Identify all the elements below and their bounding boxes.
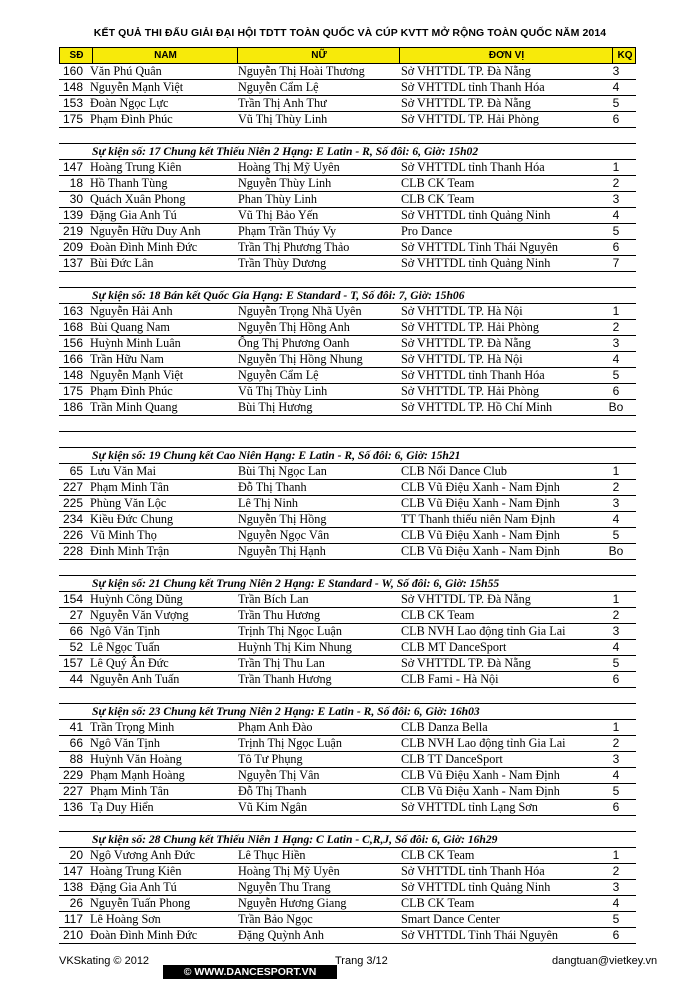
cell-kq: 4 (612, 80, 620, 94)
header-sd: SĐ (69, 50, 84, 61)
cell-sd: 219 (62, 224, 83, 238)
cell-kq: 1 (612, 464, 620, 478)
cell-nam: Nguyễn Mạnh Việt (90, 80, 184, 94)
blank-row (59, 128, 636, 144)
cell-kq: 1 (612, 848, 620, 862)
cell-don-vi: Sở VHTTDL tỉnh Thanh Hóa (401, 864, 545, 878)
cell-kq: 6 (612, 240, 620, 254)
cell-nu: Tô Tư Phụng (238, 752, 303, 766)
table-row (59, 752, 636, 768)
table-row (59, 896, 636, 912)
table-row (59, 592, 636, 608)
table-row (59, 800, 636, 816)
cell-sd: 225 (62, 496, 83, 510)
cell-sd: 52 (69, 640, 83, 654)
table-row (59, 736, 636, 752)
table-row (59, 256, 636, 272)
cell-nu: Vũ Kim Ngân (238, 800, 308, 814)
cell-nam: Văn Phú Quân (90, 64, 162, 78)
table-header (59, 47, 636, 64)
cell-kq: 3 (612, 880, 620, 894)
cell-kq: 2 (612, 480, 620, 494)
cell-don-vi: Sở VHTTDL tỉnh Quảng Ninh (401, 208, 551, 222)
cell-sd: 163 (62, 304, 83, 318)
cell-nam: Nguyễn Văn Vượng (90, 608, 189, 622)
cell-don-vi: CLB NVH Lao động tỉnh Gia Lai (401, 736, 566, 750)
cell-kq: 3 (612, 752, 620, 766)
cell-don-vi: CLB CK Team (401, 896, 475, 910)
cell-sd: 154 (62, 592, 83, 606)
cell-nu: Trần Thị Phương Thảo (238, 240, 350, 254)
cell-don-vi: CLB CK Team (401, 848, 475, 862)
cell-kq: 4 (612, 768, 620, 782)
cell-don-vi: Sở VHTTDL tỉnh Thanh Hóa (401, 368, 545, 382)
cell-kq: 4 (612, 896, 620, 910)
cell-nam: Ngô Văn Tịnh (90, 624, 160, 638)
cell-kq: Bo (608, 544, 624, 558)
event-heading-text: Sự kiện số: 28 Chung kết Thiếu Niên 1 Hạng: C Latin - C,R,J, Số đôi: 6, Giờ: 16h29 (92, 833, 498, 846)
cell-nam: Lê Hoàng Sơn (90, 912, 161, 926)
cell-nam: Phùng Văn Lộc (90, 496, 167, 510)
cell-don-vi: Sở VHTTDL TP. Đà Nẵng (401, 64, 531, 78)
cell-don-vi: CLB Vũ Điệu Xanh - Nam Định (401, 544, 560, 558)
blank-row (59, 432, 636, 448)
cell-don-vi: CLB CK Team (401, 192, 475, 206)
cell-kq: 5 (612, 656, 620, 670)
cell-sd: 210 (62, 928, 83, 942)
cell-nu: Hoàng Thị Mỹ Uyên (238, 864, 340, 878)
cell-kq: 5 (612, 912, 620, 926)
cell-kq: 2 (612, 736, 620, 750)
header-nu: NỮ (311, 50, 327, 61)
cell-don-vi: Sở VHTTDL tỉnh Thanh Hóa (401, 160, 545, 174)
cell-kq: 4 (612, 208, 620, 222)
cell-kq: 2 (612, 320, 620, 334)
cell-sd: 234 (62, 512, 83, 526)
cell-kq: 2 (612, 608, 620, 622)
cell-kq: 4 (612, 640, 620, 654)
cell-nu: Đỗ Thị Thanh (238, 784, 307, 798)
event-heading (59, 288, 636, 304)
table-row (59, 160, 636, 176)
cell-nam: Phạm Mạnh Hoàng (90, 768, 185, 782)
cell-kq: 4 (612, 512, 620, 526)
cell-kq: 1 (612, 160, 620, 174)
cell-don-vi: CLB Vũ Điệu Xanh - Nam Định (401, 768, 560, 782)
cell-nam: Vũ Minh Thọ (90, 528, 157, 542)
cell-nu: Phạm Anh Đào (238, 720, 313, 734)
cell-kq: 3 (612, 64, 620, 78)
table-row (59, 720, 636, 736)
table-row (59, 784, 636, 800)
cell-nu: Huỳnh Thị Kim Nhung (238, 640, 352, 654)
cell-nam: Nguyễn Hải Anh (90, 304, 173, 318)
cell-nam: Lê Ngọc Tuấn (90, 640, 160, 654)
cell-nam: Đinh Minh Trận (90, 544, 170, 558)
event-heading-text: Sự kiện số: 23 Chung kết Trung Niên 2 Hạng: E Latin - R, Số đôi: 6, Giờ: 16h03 (92, 705, 480, 718)
header-kq: KQ (617, 50, 633, 61)
cell-nam: Bùi Quang Nam (90, 320, 170, 334)
cell-nam: Phạm Đình Phúc (90, 384, 173, 398)
table-row (59, 464, 636, 480)
blank-row (59, 816, 636, 832)
cell-kq: 7 (612, 256, 620, 270)
cell-nu: Đỗ Thị Thanh (238, 480, 307, 494)
cell-kq: 6 (612, 384, 620, 398)
table-row (59, 480, 636, 496)
cell-sd: 175 (62, 112, 83, 126)
cell-sd: 175 (62, 384, 83, 398)
table-row (59, 512, 636, 528)
cell-don-vi: TT Thanh thiếu niên Nam Định (401, 512, 556, 526)
cell-nu: Trần Thanh Hương (238, 672, 332, 686)
cell-don-vi: CLB NVH Lao động tỉnh Gia Lai (401, 624, 566, 638)
event-heading (59, 448, 636, 464)
cell-don-vi: Sở VHTTDL TP. Hà Nội (401, 352, 523, 366)
blank-row (59, 560, 636, 576)
cell-nu: Trần Thùy Dương (238, 256, 327, 270)
cell-sd: 153 (62, 96, 83, 110)
cell-nu: Nguyễn Thị Hạnh (238, 544, 326, 558)
cell-kq: 3 (612, 192, 620, 206)
cell-kq: 2 (612, 176, 620, 190)
cell-don-vi: Sở VHTTDL Tỉnh Thái Nguyên (401, 928, 558, 942)
cell-kq: 6 (612, 672, 620, 686)
cell-sd: 136 (62, 800, 83, 814)
cell-sd: 139 (62, 208, 83, 222)
cell-nam: Nguyễn Mạnh Việt (90, 368, 184, 382)
cell-nam: Trần Minh Quang (90, 400, 178, 414)
cell-nu: Bùi Thị Hương (238, 400, 313, 414)
cell-sd: 66 (69, 624, 83, 638)
cell-nu: Nguyễn Thị Hoài Thương (238, 64, 365, 78)
cell-nam: Đặng Gia Anh Tú (90, 208, 177, 222)
table-row (59, 624, 636, 640)
event-heading (59, 144, 636, 160)
cell-don-vi: Sở VHTTDL TP. Đà Nẵng (401, 96, 531, 110)
cell-nam: Ngô Vương Anh Đức (90, 848, 196, 862)
cell-nu: Lê Thị Ninh (238, 496, 299, 510)
cell-nu: Nguyễn Hương Giang (238, 896, 347, 910)
table-row (59, 880, 636, 896)
table-row (59, 192, 636, 208)
table-row (59, 208, 636, 224)
table-row (59, 496, 636, 512)
cell-nu: Bùi Thị Ngọc Lan (238, 464, 327, 478)
cell-sd: 20 (69, 848, 83, 862)
table-row (59, 384, 636, 400)
event-heading (59, 832, 636, 848)
table-row (59, 912, 636, 928)
cell-kq: 1 (612, 592, 620, 606)
cell-kq: 5 (612, 784, 620, 798)
cell-nam: Huỳnh Công Dũng (90, 592, 183, 606)
cell-sd: 227 (62, 784, 83, 798)
cell-don-vi: Pro Dance (401, 224, 453, 238)
footer-brand-logo: © WWW.DANCESPORT.VN (163, 965, 337, 979)
table-row (59, 640, 636, 656)
cell-sd: 148 (62, 80, 83, 94)
cell-nu: Nguyễn Thùy Linh (238, 176, 332, 190)
cell-nu: Trần Bích Lan (238, 592, 309, 606)
table-row (59, 848, 636, 864)
cell-don-vi: CLB MT DanceSport (401, 640, 507, 654)
cell-don-vi: CLB Vũ Điệu Xanh - Nam Định (401, 528, 560, 542)
cell-nu: Trần Thu Hương (238, 608, 321, 622)
table-row (59, 112, 636, 128)
blank-row (59, 416, 636, 432)
table-row (59, 64, 636, 80)
table-row (59, 672, 636, 688)
cell-nam: Huỳnh Minh Luân (90, 336, 181, 350)
cell-nu: Lê Thục Hiền (238, 848, 306, 862)
cell-sd: 166 (62, 352, 83, 366)
cell-nu: Trần Thị Anh Thư (238, 96, 327, 110)
table-row (59, 224, 636, 240)
cell-nu: Nguyễn Trọng Nhã Uyên (238, 304, 362, 318)
cell-don-vi: Sở VHTTDL TP. Hải Phòng (401, 320, 539, 334)
cell-kq: Bo (608, 400, 624, 414)
cell-don-vi: CLB Nối Dance Club (401, 464, 507, 478)
table-row (59, 304, 636, 320)
results-table (59, 47, 636, 944)
cell-don-vi: Smart Dance Center (401, 912, 500, 926)
cell-don-vi: CLB Vũ Điệu Xanh - Nam Định (401, 496, 560, 510)
cell-don-vi: CLB Vũ Điệu Xanh - Nam Định (401, 784, 560, 798)
cell-nam: Đoàn Đình Minh Đức (90, 240, 198, 254)
cell-don-vi: Sở VHTTDL TP. Đà Nẵng (401, 336, 531, 350)
cell-sd: 44 (69, 672, 83, 686)
cell-nam: Phạm Minh Tân (90, 784, 169, 798)
table-row (59, 96, 636, 112)
cell-sd: 30 (69, 192, 83, 206)
header-nam: NAM (154, 50, 177, 61)
cell-kq: 3 (612, 336, 620, 350)
cell-nam: Ngô Văn Tịnh (90, 736, 160, 750)
cell-sd: 156 (62, 336, 83, 350)
cell-don-vi: Sở VHTTDL Tỉnh Thái Nguyên (401, 240, 558, 254)
cell-nu: Phạm Trần Thúy Vy (238, 224, 337, 238)
cell-nam: Đoàn Ngọc Lực (90, 96, 169, 110)
cell-don-vi: Sở VHTTDL tỉnh Quảng Ninh (401, 256, 551, 270)
cell-nu: Vũ Thị Bảo Yến (238, 208, 319, 222)
cell-sd: 66 (69, 736, 83, 750)
cell-nu: Đặng Quỳnh Anh (238, 928, 324, 942)
cell-nu: Nguyễn Thu Trang (238, 880, 331, 894)
cell-kq: 2 (612, 864, 620, 878)
table-row (59, 368, 636, 384)
table-row (59, 928, 636, 944)
cell-kq: 5 (612, 224, 620, 238)
cell-nam: Bùi Đức Lân (90, 256, 154, 270)
header-don-vi: ĐƠN VỊ (488, 50, 525, 61)
cell-kq: 6 (612, 928, 620, 942)
cell-sd: 88 (69, 752, 83, 766)
cell-nu: Nguyễn Thị Hồng (238, 512, 327, 526)
event-heading-text: Sự kiện số: 21 Chung kết Trung Niên 2 Hạng: E Standard - W, Số đôi: 6, Giờ: 15h55 (92, 577, 500, 590)
cell-sd: 186 (62, 400, 83, 414)
cell-nam: Nguyễn Tuấn Phong (90, 896, 191, 910)
cell-don-vi: Sở VHTTDL TP. Hải Phòng (401, 112, 539, 126)
table-row (59, 400, 636, 416)
table-row (59, 528, 636, 544)
cell-sd: 227 (62, 480, 83, 494)
cell-don-vi: Sở VHTTDL TP. Đà Nẵng (401, 592, 531, 606)
cell-kq: 4 (612, 352, 620, 366)
cell-nu: Nguyễn Thị Hồng Nhung (238, 352, 363, 366)
cell-don-vi: Sở VHTTDL tỉnh Quảng Ninh (401, 880, 551, 894)
cell-sd: 65 (69, 464, 83, 478)
cell-sd: 157 (62, 656, 83, 670)
cell-nu: Vũ Thị Thùy Linh (238, 112, 328, 126)
cell-nu: Nguyễn Ngọc Vân (238, 528, 330, 542)
table-row (59, 864, 636, 880)
cell-don-vi: CLB Fami - Hà Nội (401, 672, 499, 686)
event-heading (59, 704, 636, 720)
cell-don-vi: Sở VHTTDL TP. Đà Nẵng (401, 656, 531, 670)
cell-nam: Đặng Gia Anh Tú (90, 880, 177, 894)
cell-kq: 3 (612, 624, 620, 638)
cell-nu: Nguyễn Thị Vân (238, 768, 320, 782)
cell-kq: 1 (612, 720, 620, 734)
cell-nu: Nguyễn Cẩm Lệ (238, 368, 319, 382)
cell-nam: Đoàn Đình Minh Đức (90, 928, 198, 942)
cell-nam: Trần Hữu Nam (90, 352, 164, 366)
table-row (59, 608, 636, 624)
cell-sd: 148 (62, 368, 83, 382)
cell-nam: Hồ Thanh Tùng (90, 176, 168, 190)
cell-sd: 27 (69, 608, 83, 622)
cell-nu: Trịnh Thị Ngọc Luận (238, 736, 342, 750)
cell-kq: 6 (612, 800, 620, 814)
cell-nam: Phạm Đình Phúc (90, 112, 173, 126)
event-heading (59, 576, 636, 592)
cell-sd: 209 (62, 240, 83, 254)
cell-sd: 160 (62, 64, 83, 78)
cell-sd: 226 (62, 528, 83, 542)
cell-nu: Trần Thị Thu Lan (238, 656, 325, 670)
cell-kq: 5 (612, 96, 620, 110)
cell-nam: Nguyễn Anh Tuấn (90, 672, 180, 686)
cell-don-vi: Sở VHTTDL TP. Hồ Chí Minh (401, 400, 553, 414)
cell-sd: 137 (62, 256, 83, 270)
cell-nam: Huỳnh Văn Hoàng (90, 752, 182, 766)
event-heading-text: Sự kiện số: 17 Chung kết Thiếu Niên 2 Hạng: E Latin - R, Số đôi: 6, Giờ: 15h02 (92, 145, 479, 158)
cell-nu: Vũ Thị Thùy Linh (238, 384, 328, 398)
table-row (59, 80, 636, 96)
cell-kq: 1 (612, 304, 620, 318)
cell-nu: Hoàng Thị Mỹ Uyên (238, 160, 340, 174)
cell-nam: Lưu Văn Mai (90, 464, 156, 478)
cell-nu: Ông Thị Phương Oanh (238, 336, 350, 350)
cell-don-vi: CLB Vũ Điệu Xanh - Nam Định (401, 480, 560, 494)
cell-nam: Phạm Minh Tân (90, 480, 169, 494)
cell-sd: 168 (62, 320, 83, 334)
cell-don-vi: Sở VHTTDL TP. Hà Nội (401, 304, 523, 318)
cell-nu: Nguyễn Thị Hồng Anh (238, 320, 350, 334)
table-row (59, 352, 636, 368)
cell-sd: 41 (69, 720, 83, 734)
table-row (59, 768, 636, 784)
cell-nam: Quách Xuân Phong (90, 192, 186, 206)
blank-row (59, 272, 636, 288)
cell-don-vi: CLB CK Team (401, 608, 475, 622)
cell-sd: 138 (62, 880, 83, 894)
blank-row (59, 688, 636, 704)
table-row (59, 320, 636, 336)
cell-kq: 5 (612, 368, 620, 382)
footer-copyright: VKSkating © 2012 (59, 955, 150, 967)
cell-nu: Phan Thùy Linh (238, 192, 317, 206)
cell-nam: Nguyễn Hữu Duy Anh (90, 224, 201, 238)
cell-don-vi: CLB CK Team (401, 176, 475, 190)
event-heading-text: Sự kiện số: 18 Bán kết Quốc Gia Hạng: E Standard - T, Số đôi: 7, Giờ: 15h06 (92, 289, 465, 302)
cell-sd: 228 (62, 544, 83, 558)
cell-nu: Trần Bảo Ngọc (238, 912, 313, 926)
cell-sd: 26 (69, 896, 83, 910)
cell-kq: 3 (612, 496, 620, 510)
cell-nam: Hoàng Trung Kiên (90, 864, 182, 878)
cell-kq: 5 (612, 528, 620, 542)
cell-don-vi: Sở VHTTDL tỉnh Lạng Sơn (401, 800, 538, 814)
table-row (59, 656, 636, 672)
cell-nu: Trịnh Thị Ngọc Luận (238, 624, 342, 638)
cell-nu: Nguyễn Cẩm Lệ (238, 80, 319, 94)
table-row (59, 176, 636, 192)
cell-kq: 6 (612, 112, 620, 126)
table-row (59, 240, 636, 256)
cell-sd: 229 (62, 768, 83, 782)
table-row (59, 544, 636, 560)
cell-nam: Hoàng Trung Kiên (90, 160, 182, 174)
event-heading-text: Sự kiện số: 19 Chung kết Cao Niên Hạng: E Latin - R, Số đôi: 6, Giờ: 15h21 (92, 449, 461, 462)
cell-sd: 117 (63, 912, 83, 926)
page-title: KẾT QUẢ THI ĐẤU GIẢI ĐẠI HỘI TDTT TOÀN QUỐC VÀ CÚP KVTT MỞ RỘNG TOÀN QUỐC NĂM 2014 (93, 27, 607, 39)
cell-nam: Trần Trọng Minh (90, 720, 175, 734)
footer-page-number: Trang 3/12 (335, 955, 388, 967)
cell-nam: Kiều Đức Chung (90, 512, 174, 526)
cell-don-vi: Sở VHTTDL tỉnh Thanh Hóa (401, 80, 545, 94)
cell-don-vi: CLB TT DanceSport (401, 752, 503, 766)
cell-sd: 18 (69, 176, 83, 190)
cell-don-vi: Sở VHTTDL TP. Hải Phòng (401, 384, 539, 398)
footer-email: dangtuan@vietkey.vn (552, 955, 658, 967)
table-row (59, 336, 636, 352)
cell-sd: 147 (62, 864, 83, 878)
cell-sd: 147 (62, 160, 83, 174)
cell-don-vi: CLB Danza Bella (401, 720, 488, 734)
cell-nam: Tạ Duy Hiển (90, 800, 154, 814)
cell-nam: Lê Quý Ân Đức (90, 656, 169, 670)
